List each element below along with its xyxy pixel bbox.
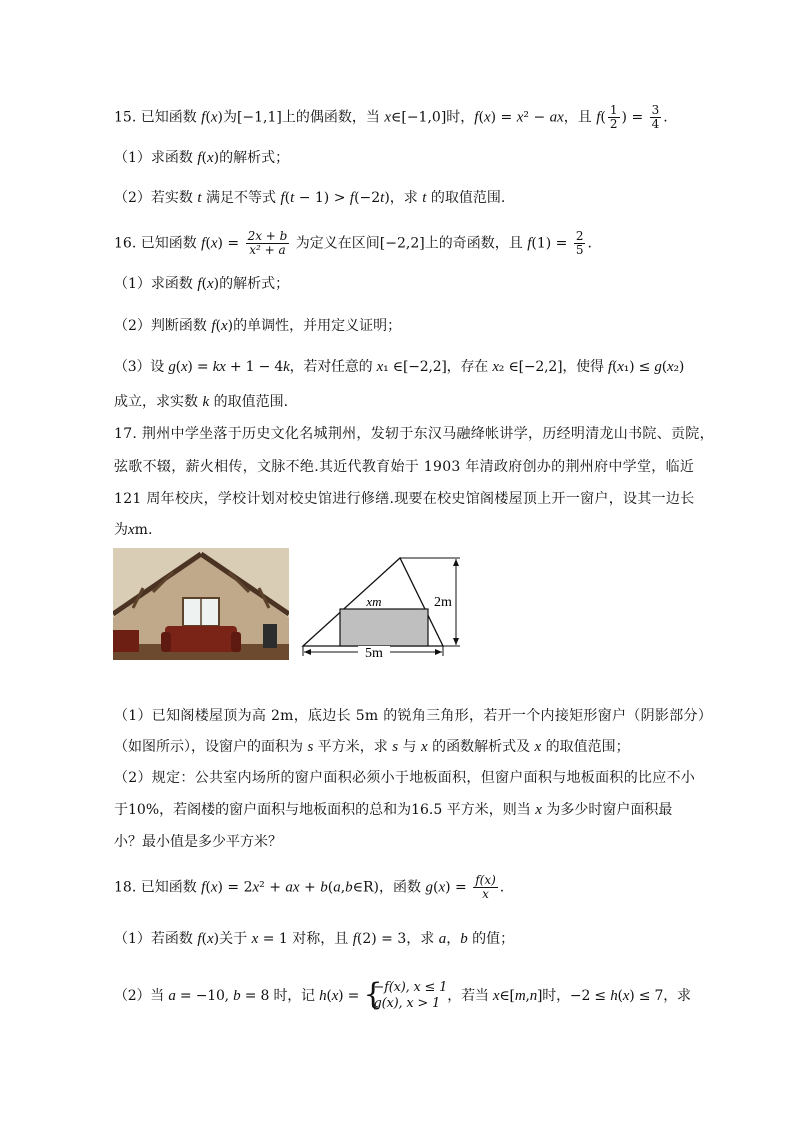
q17-paragraph-line2: 弦歌不辍，薪火相传，文脉不绝.其近代教育始于 1903 年清政府创办的荆州府中学堂，临近 xyxy=(114,459,695,475)
q18-statement: 18. 已知函数 f(x) = 2x² + ax + b(a,b∈R)，函数 g(x) = $\frac{f(x)}{x}$ . xyxy=(114,873,505,901)
fraction-g-definition: $\frac{f(x)}{x}$ xyxy=(475,873,496,901)
fraction-one-half: $\frac{1}{2}$ xyxy=(609,103,618,131)
q17-paragraph-line4: 为xm. xyxy=(114,522,153,538)
attic-roof-diagram xyxy=(298,552,478,660)
attic-photo xyxy=(113,548,289,660)
attic-photo-illustration xyxy=(113,548,289,660)
q17-part2-line3: 小？最小值是多少平方米？ xyxy=(114,834,282,850)
height-arrow-up xyxy=(453,559,459,566)
height-label: 2m xyxy=(434,595,452,610)
q17-part2-line2: 于10%，若阁楼的窗户面积与地板面积的总和为16.5 平方米，则当 x 为多少时窗户面积最 xyxy=(114,802,673,818)
base-arrow-left xyxy=(304,649,311,655)
height-arrow-down xyxy=(453,638,459,645)
fraction-two-fifths: $\frac{2}{5}$ xyxy=(575,229,584,257)
q16-statement: 16. 已知函数 f(x) = $\frac{2x + b}{\text{x² + a}}$ 为定义在区间[−2,2]上的奇函数，且 f(1) = $\frac{2}{5}$ . xyxy=(114,229,592,257)
q15-part2: （2）若实数 t 满足不等式 f(t − 1) > f(−2t)，求 t 的取值范围. xyxy=(114,190,506,206)
q15-statement: 15. 已知函数 f(x)为[−1,1]上的偶函数，当 x∈[−1,0]时，f(x) = x² − ax，且 f( $\frac{1}{2}$ ) = $\frac{3}{4}$ . xyxy=(114,103,668,131)
q16-part1: （1）求函数 f(x)的解析式； xyxy=(114,276,290,292)
base-length-label: 5m xyxy=(365,646,383,660)
fraction-function-definition: $\frac{2x + b}{\text{x² + a}}$ xyxy=(247,229,288,257)
q18-part1: （1）若函数 f(x)关于 x = 1 对称，且 f(2) = 3，求 a，b 的值； xyxy=(114,931,515,947)
fraction-three-quarters: $\frac{3}{4}$ xyxy=(651,103,660,131)
q18-part2: （2）当 a = −10, b = 8 时，记 h(x) = { −f(x), x ≤ 1 g(x), x > 1 ，若当 x∈[m,n]时，−2 ≤ h(x) ≤ 7，求 xyxy=(114,977,691,1012)
q17-part1-line2: （如图所示），设窗户的面积为 s 平方米，求 s 与 x 的函数解析式及 x 的取值范围； xyxy=(114,739,630,755)
q16-part3-continued: 成立，求实数 k 的取值范围. xyxy=(114,394,289,410)
base-arrow-right xyxy=(435,649,442,655)
q15-part1: （1）求函数 f(x)的解析式； xyxy=(114,150,290,166)
q17-part2-line1: （2）规定：公共室内场所的窗户面积必须小于地板面积，但窗户面积与地板面积的比应不小 xyxy=(114,770,696,786)
window-width-label: xm xyxy=(366,594,382,609)
roof-diagram-svg xyxy=(298,552,478,660)
window-rectangle xyxy=(340,609,428,646)
q16-part2: （2）判断函数 f(x)的单调性，并用定义证明； xyxy=(114,318,402,334)
q17-paragraph-line1: 17. 荆州中学坐落于历史文化名城荆州，发轫于东汉马融绛帐讲学，历经明清龙山书院、贡院， xyxy=(114,426,714,442)
q17-part1-line1: （1）已知阁楼屋顶为高 2m，底边长 5m 的锐角三角形，若开一个内接矩形窗户（阴影部分） xyxy=(114,708,713,724)
q17-paragraph-line3: 121 周年校庆，学校计划对校史馆进行修缮.现要在校史馆阁楼屋顶上开一窗户，设其一边长 xyxy=(114,491,695,507)
q16-part3: （3）设 g(x) = kx + 1 − 4k，若对任意的 x₁ ∈[−2,2]，存在 x₂ ∈[−2,2]，使得 f(x₁) ≤ g(x₂) xyxy=(114,359,685,375)
piecewise-function: { −f(x), x ≤ 1 g(x), x > 1 xyxy=(363,977,448,1012)
